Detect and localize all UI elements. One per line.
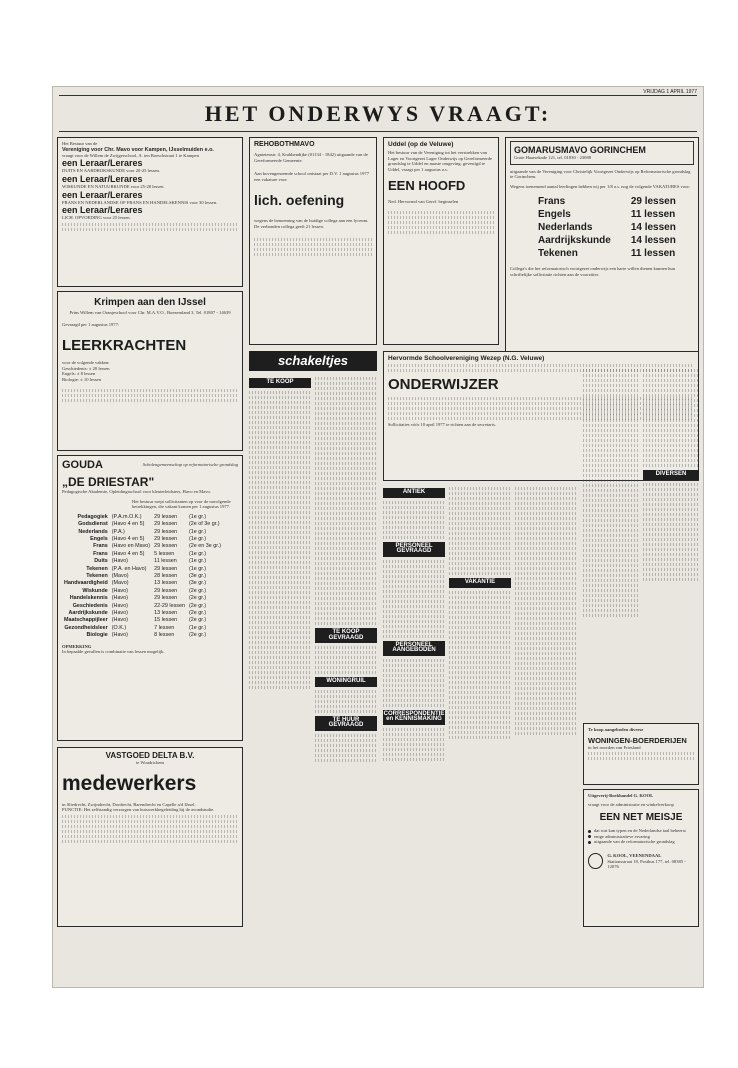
ad-gouda-intro: Het bestuur roept sollicitanten op voor de navolgende betrekkingen, die vakant komen per 1 augustus 1977. xyxy=(132,498,231,510)
ad-uddel-text: Ned. Hervormd van Geref. beginselen xyxy=(388,199,459,205)
vacancy-detail: (2e gr.) xyxy=(188,617,207,624)
vacancy-row xyxy=(62,566,223,573)
ad-vastgoed-name: VASTGOED DELTA B.V. xyxy=(105,751,195,760)
vacancy-detail: (P.A. en Havo) xyxy=(111,565,147,572)
vacancy-lessons: 14 lessen xyxy=(630,235,676,247)
ad-mavo-org: Vereniging voor Chr. Mavo voor Kampen, IJsselmuiden e.o. xyxy=(62,146,214,153)
classified-column-6 xyxy=(583,367,639,717)
ad-gomarus-intro: uitgaande van de Vereniging voor Christelijk Voortgezet Onderwijs op Reformatorische grondslag te Gorinchem. xyxy=(510,168,691,180)
vacancy-subject: Handvaardigheid xyxy=(64,580,108,587)
vacancy-subject: Godsdienst xyxy=(78,521,108,528)
ad-gouda xyxy=(57,455,243,741)
ad-rehoboth-title: REHOBOTHMAVO xyxy=(254,141,315,148)
ad-rehoboth-text: wegens de benoeming van de huidige collega aan een lyceum. De verbonden collega geeft 21 lessen. xyxy=(254,218,369,229)
job-title: een Leraar/Lerares xyxy=(62,174,143,185)
vacancy-detail: (P.A.) xyxy=(111,528,125,535)
vacancy-row xyxy=(62,521,223,528)
job-title: een Leraar/Lerares xyxy=(62,205,143,216)
vacancy-detail: 22-29 lessen xyxy=(154,602,185,609)
vacancy-detail: 15 lessen xyxy=(154,617,178,624)
ad-krimpen-sub: Prins Willem van Oranjeschool voor Chr. M.A.V.O., Boezemland 3. Tel. 01807 - 14639 xyxy=(69,310,231,315)
vacancy-detail: (1e gr.) xyxy=(188,624,207,631)
vacancy-subject: Tekenen xyxy=(538,248,578,260)
vacancy-row xyxy=(62,543,223,550)
vacancy-lessons: 29 lessen xyxy=(630,196,676,208)
vacancy-detail: (2e gr.) xyxy=(188,587,207,594)
ad-gouda-note: In bepaalde gevallen is combinatie van lessen mogelijk. xyxy=(62,649,165,655)
vacancy-detail: (1e gr.) xyxy=(188,536,207,542)
ad-vastgoed xyxy=(57,747,243,927)
section-heading: ANTIEK xyxy=(383,488,445,498)
vacancy-subject: Nederlands xyxy=(538,222,593,234)
vacancy-row xyxy=(536,195,694,208)
classified-column-2 xyxy=(315,375,377,935)
ad-krimpen-headline: LEERKRACHTEN xyxy=(62,337,187,355)
header-top-rule xyxy=(59,95,697,96)
vacancy-detail: (2e gr.) xyxy=(188,632,207,639)
vacancy-subject: Handelskennis xyxy=(69,595,108,602)
vacancy-subject: Nederlands xyxy=(78,528,108,535)
vacancy-row xyxy=(62,588,223,595)
vacancy-detail: 5 lessen xyxy=(154,550,175,557)
vacancy-row xyxy=(62,625,223,632)
ad-kool-bullet: uitgaande van de reformatorische grondslag xyxy=(594,839,675,845)
ad-boerderij-sub: in het noorden van Friesland xyxy=(588,744,641,750)
vacancy-detail: (1e gr.) xyxy=(188,513,207,520)
kool-logo-icon xyxy=(588,853,603,869)
vacancy-detail: (Havo) xyxy=(111,558,128,565)
vacancy-subject: Frans xyxy=(93,550,108,557)
vacancy-subject: Gezondheidsleer xyxy=(64,624,108,631)
ad-wezep-headline: ONDERWIJZER xyxy=(388,376,499,393)
ad-krimpen-vak: Engels: ± 8 lessen xyxy=(62,371,96,377)
ad-krimpen-vak: Biologie: ± 10 lessen xyxy=(62,376,101,382)
job-subject: DUITS EN AARDRIJKSKUNDE voor 20-25 lessen. xyxy=(62,168,160,174)
vacancy-row xyxy=(536,221,694,234)
ad-wezep-title: Hervormde Schoolvereniging Wezep (N.G. Veluwe) xyxy=(388,355,545,362)
classified-column-1 xyxy=(249,375,311,935)
vacancy-subject: Geschiedenis xyxy=(72,602,108,609)
classified-column-3 xyxy=(383,485,445,935)
ad-krimpen-title: Krimpen aan den IJssel xyxy=(94,297,206,308)
vacancy-detail: (Havo) xyxy=(111,617,128,624)
ad-rehoboth-text: Aan bovengenoemde school ontstaat per D.V. 1 augustus 1977 een vakature voor xyxy=(254,171,369,182)
vacancy-detail: 13 lessen xyxy=(154,580,178,587)
vacancy-lessons: 14 lessen xyxy=(630,222,676,234)
ad-gomarus-vak-intro: Wegens toenemend aantal leerlingen hebben wij per 1/8 a.s. nog de volgende VAKATURES voor: xyxy=(510,183,691,189)
ad-gouda-vacancy-table xyxy=(62,514,223,640)
vacancy-subject: Engels xyxy=(90,536,108,542)
vacancy-subject: Tekenen xyxy=(86,565,108,572)
section-heading: CORRESPONDENTIE en KENNISMAKING xyxy=(383,710,445,725)
ad-gomarus-vacancy-table xyxy=(536,195,694,260)
page-title: HET ONDERWYS VRAAGT: xyxy=(204,101,552,126)
ad-gouda-school-sub: Pedagogische Akademie, Opleidingsschool voor kleuterleidsters, Havo en Mavo. xyxy=(62,489,212,494)
ad-gouda-note-head: OPMERKING xyxy=(62,643,92,649)
classified-column-5 xyxy=(515,485,577,935)
ad-krimpen-vak: Geschiedenis: ± 20 lessen xyxy=(62,365,110,371)
ad-kool xyxy=(583,789,699,927)
page-date: VRIJDAG 1 APRIL 1977 xyxy=(643,89,697,95)
vacancy-subject: Maatschappijleer xyxy=(64,617,108,624)
vacancy-detail: 29 lessen xyxy=(154,587,178,594)
ad-gomarus-footer: Collega's die het reformatorisch voortgezet onderwijs een harte willen dienen kunnen hun schriftelijke sollicitatie richten aan de voorzitter. xyxy=(510,266,676,277)
section-heading: VAKANTIE xyxy=(449,578,511,588)
vacancy-detail: (2e gr.) xyxy=(188,595,207,602)
vacancy-detail: (Havo) xyxy=(111,602,128,609)
vacancy-subject: Frans xyxy=(93,543,108,550)
vacancy-subject: Duits xyxy=(94,558,108,565)
vacancy-subject: Biologie xyxy=(86,632,108,639)
vacancy-detail: (1e gr.) xyxy=(188,550,207,557)
ad-kool-headline: EEN NET MEISJE xyxy=(599,812,683,824)
section-heading: WONINGRUIL xyxy=(315,677,377,687)
ad-gomarus-title: GOMARUSMAVO GORINCHEM xyxy=(514,145,646,155)
job-title: een Leraar/Lerares xyxy=(62,189,143,200)
vacancy-row xyxy=(62,595,223,602)
vacancy-row xyxy=(62,632,223,639)
vacancy-detail: (Havo) xyxy=(111,587,128,594)
job-subject: WISKUNDE EN NATUURKUNDE voor 25-28 lessen. xyxy=(62,184,165,190)
vacancy-detail: (O.K.) xyxy=(111,624,127,631)
ad-uddel-text: Het bestuur van de Vereniging tot het verstrekken van Lager en Voortgezet Lager Onderwijs op Gereformeerde grondslag te Uddel en naaste omgeving, gevestigd te Uddel, vraagt per 1 augustus a.s. xyxy=(388,150,492,172)
vacancy-detail: (2e en 3e gr.) xyxy=(188,543,222,550)
ad-krimpen-vakken-head: voor de volgende vakken: xyxy=(62,360,110,366)
ad-mavo-kampen xyxy=(57,137,243,287)
vacancy-row xyxy=(62,617,223,624)
vacancy-subject: Engels xyxy=(538,209,571,221)
vacancy-detail: (1e gr.) xyxy=(188,558,207,565)
section-heading: TE HUUR GEVRAAGD xyxy=(315,716,377,731)
vacancy-detail: 29 lessen xyxy=(154,521,178,528)
vacancy-subject: Aardrijkskunde xyxy=(538,235,611,247)
vacancy-detail: (3e gr.) xyxy=(188,573,207,580)
ad-uddel-headline: EEN HOOFD xyxy=(388,178,466,194)
ad-boerderij-title: Te koop aangeboden diverse xyxy=(588,727,644,732)
vacancy-detail: 29 lessen xyxy=(154,595,178,602)
ad-vastgoed-headline: medewerkers xyxy=(62,771,197,795)
vacancy-detail: 29 lessen xyxy=(154,543,178,550)
vacancy-row xyxy=(62,529,223,536)
ad-vastgoed-place: te Woudrichem xyxy=(136,760,164,765)
vacancy-detail: (2e gr.) xyxy=(188,602,207,609)
vacancy-row xyxy=(62,573,223,580)
vacancy-detail: (Havo) xyxy=(111,595,128,602)
job-title: een Leraar/Lerares xyxy=(62,158,143,169)
ad-gomarus-sub: Grote Haarsekade 121, tel. 01830 - 23088 xyxy=(514,155,592,160)
classified-column-4 xyxy=(449,485,511,935)
section-heading: TE KOOP GEVRAAGD xyxy=(315,628,377,643)
job-subject: LICH. OPVOEDING voor 25 lessen. xyxy=(62,215,131,221)
job-subject: FRANS EN NEDERLANDSE OF FRANS EN HANDELSKENNIS voor 30 lessen. xyxy=(62,199,218,205)
vacancy-detail: (Mavo) xyxy=(111,580,129,587)
vacancy-subject: Tekenen xyxy=(86,573,108,580)
vacancy-row xyxy=(536,208,694,221)
ad-boerderij xyxy=(583,723,699,785)
ad-gouda-city: GOUDA xyxy=(62,459,103,471)
vacancy-detail: (Havo 4 en 5) xyxy=(111,550,145,557)
vacancy-row xyxy=(62,603,223,610)
schakeltjes-title: schakeltjes xyxy=(277,353,349,368)
vacancy-row xyxy=(62,580,223,587)
ad-kool-bullet: enige administratieve ervaring xyxy=(594,833,650,839)
ad-krimpen xyxy=(57,291,243,451)
vacancy-lessons: 11 lessen xyxy=(630,209,676,221)
vacancy-detail: (P.A.m.O.K.) xyxy=(111,513,142,520)
ad-rehoboth-headline: lich. oefening xyxy=(254,192,345,209)
vacancy-detail: 7 lessen xyxy=(154,624,175,631)
vacancy-lessons: 11 lessen xyxy=(630,248,676,260)
vacancy-detail: (Havo 4 en 5) xyxy=(111,536,145,542)
ad-uddel-title: Uddel (op de Veluwe) xyxy=(388,141,454,148)
vacancy-detail: (Mavo) xyxy=(111,573,129,580)
vacancy-subject: Pedagogiek xyxy=(77,513,108,520)
vacancy-detail: 28 lessen xyxy=(154,573,178,580)
vacancy-detail: (Havo en Mavo) xyxy=(111,543,151,550)
vacancy-row xyxy=(62,558,223,565)
vacancy-row xyxy=(62,514,223,521)
vacancy-detail: (1e gr.) xyxy=(188,565,207,572)
vacancy-detail: (1e gr.) xyxy=(188,528,207,535)
ad-uddel xyxy=(383,137,499,345)
newspaper-page xyxy=(52,86,704,988)
ad-kool-vraagt: vraagt voor de administratie en winkelverkoop xyxy=(588,801,674,807)
vacancy-detail: 29 lessen xyxy=(154,565,178,572)
ad-mavo-intro: Het Bestuur van de xyxy=(62,141,98,146)
vacancy-detail: (Havo) xyxy=(111,632,128,639)
vacancy-detail: 29 lessen xyxy=(154,536,178,542)
ad-rehoboth xyxy=(249,137,377,345)
ad-kool-addr: Stationsstraat 18, Postbus 177, tel. 08385 - 12076 xyxy=(607,858,686,870)
header-bottom-rule xyxy=(59,131,697,132)
ad-gomarus xyxy=(505,137,699,359)
vacancy-subject: Aardrijkskunde xyxy=(68,610,108,617)
ad-boerderij-headline: WONINGEN-BOERDERIJEN xyxy=(588,735,687,745)
ad-kool-name: G. KOOL, VEENENDAAL xyxy=(607,852,662,858)
vacancy-detail: 13 lessen xyxy=(154,610,178,617)
vacancy-detail: 29 lessen xyxy=(154,513,178,520)
vacancy-row xyxy=(62,610,223,617)
vacancy-row xyxy=(536,247,694,260)
section-heading: PERSONEEL GEVRAAGD xyxy=(383,542,445,557)
ad-mavo-vraagt: vraagt voor de Willem de Zwijgerschool, A. ten Boeschstraat 1 te Kampen xyxy=(62,152,199,158)
vacancy-detail: 11 lessen xyxy=(154,558,177,565)
ad-krimpen-date: Gevraagd per 1 augustus 1977: xyxy=(62,321,120,327)
vacancy-detail: (Havo 4 en 5) xyxy=(111,521,145,528)
vacancy-subject: Frans xyxy=(538,196,566,208)
classified-column-7 xyxy=(643,367,699,717)
vacancy-row xyxy=(62,536,223,543)
vacancy-row xyxy=(536,234,694,247)
ad-vastgoed-line: in Sliedrecht, Zwijndrecht, Dordrecht, Barendrecht en Capelle a/d IJssel. xyxy=(62,801,196,807)
ad-vastgoed-line: FUNCTIE: Het zelfstandig verzorgen van huiswerkbegeleiding bij de avondstudie. xyxy=(62,807,215,813)
ad-rehoboth-sub: Agnietenstr. 4, Krabbendijke (01134 - 1842) uitgaande van de Gereformeerde Gemeente. xyxy=(254,152,368,163)
vacancy-detail: 29 lessen xyxy=(154,528,178,535)
ad-gouda-school: „DE DRIESTAR" xyxy=(62,475,155,489)
vacancy-detail: 8 lessen xyxy=(154,632,175,639)
section-heading: DIVERSEN xyxy=(643,470,699,480)
ad-wezep-text: Sollicitaties vóór 10 april 1977 te richten aan de secretaris. xyxy=(388,422,496,427)
section-heading: TE KOOP xyxy=(249,378,311,388)
ad-kool-bullet: dat wat kan typen en de Nederlandse taal beheerst xyxy=(594,828,686,834)
section-heading: PERSONEEL AANGEBODEN xyxy=(383,641,445,656)
vacancy-subject: Wiskunde xyxy=(82,587,108,594)
schakeltjes-banner xyxy=(249,351,377,371)
ad-gouda-type: Scholengemeenschap op reformatorische grondslag xyxy=(142,462,238,467)
ad-kool-intro: Uitgeverij-Boekhandel G. KOOL xyxy=(588,793,654,798)
vacancy-detail: (Havo) xyxy=(111,610,128,617)
vacancy-detail: (2e gr.) xyxy=(188,610,207,617)
vacancy-row xyxy=(62,551,223,558)
vacancy-detail: (2e of 3e gr.) xyxy=(188,521,220,528)
vacancy-detail: (3e gr.) xyxy=(188,580,207,587)
